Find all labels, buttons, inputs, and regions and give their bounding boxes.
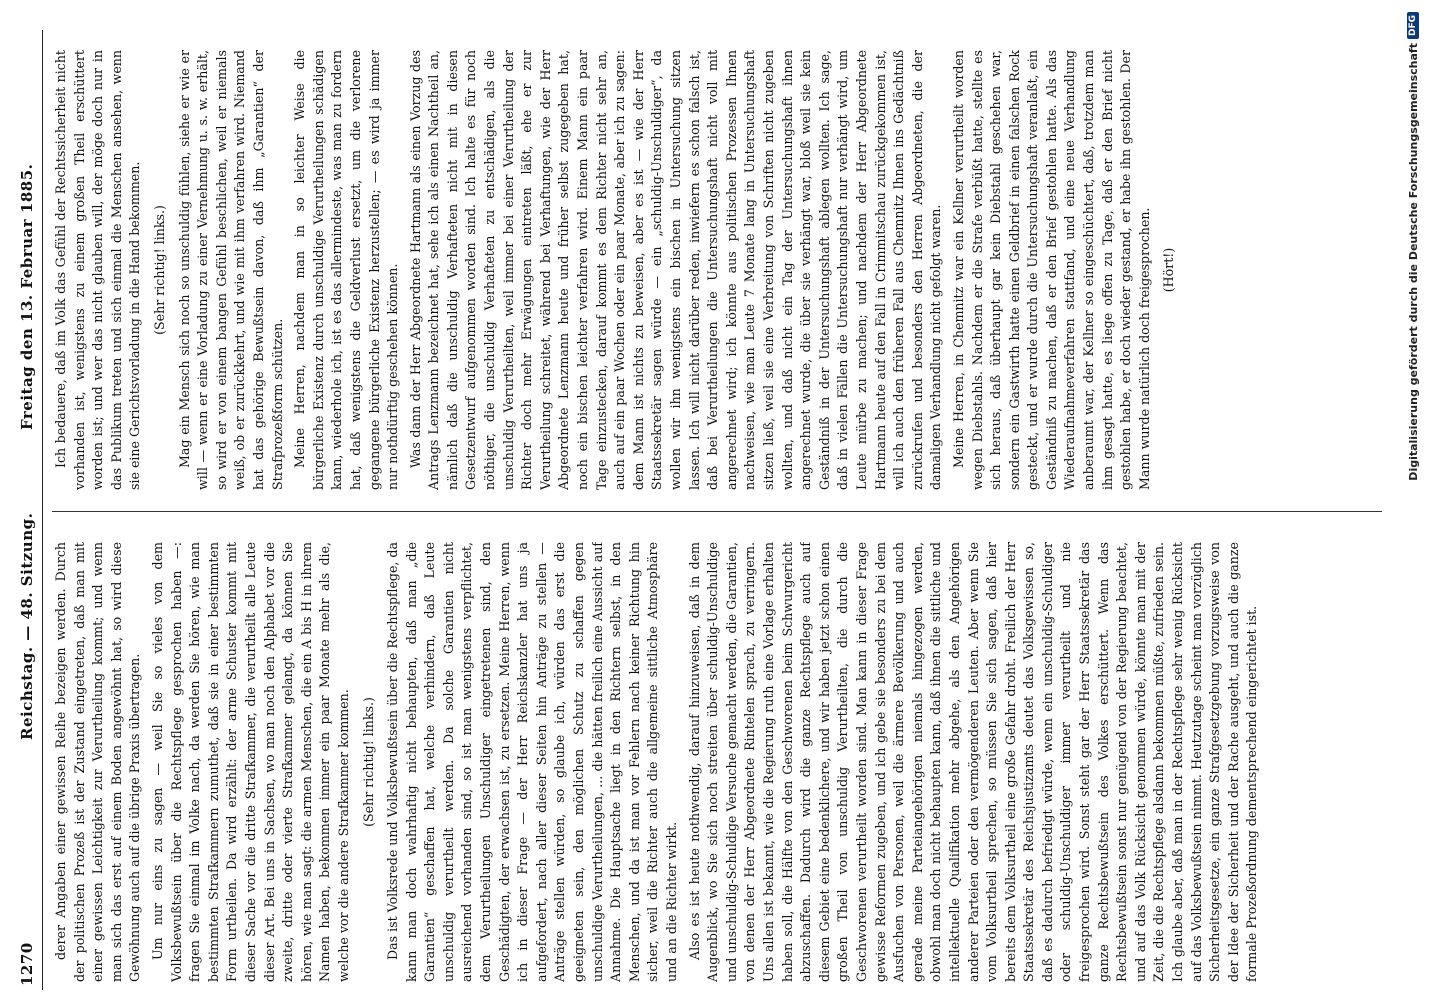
paragraph: Also es ist heute nothwendig, darauf hinzuweisen, daß in dem Augenblick, wo Sie sich noch streiten über schuldig-Unschuldige und unschuldig-Schuldige Versuche gemacht werden, die Garantien, von denen der Herr Abgeordnete Rintelen sprach, zu verringern. Uns allen ist bekannt, wie die Regierung ruth eine Vorlage erhalten haben soll, die Hälfte von den Geschworenen beim Schwurgericht abzuschaffen. Dadurch wird die ganze Rechtspflege auch auf diesem Gebiet eine bedenklichere, und wir haben jetzt schon einen großen Theil von unschuldig Verurtheilten, die durch die Geschworenen verurtheilt worden sind. Man kann in dieser Frage gewisse Reformen zugeben, und ich gebe sie besonders zu bei dem Ausfuchen von Personen, weil die ärmere Bevölkerung und auch gerade meine Parteiangehörigen niemals hingezogen werden, obwohl man doch nicht behaupten kann, daß ihnen die sittliche und intellektuelle Qualifikation mehr abgehe, als den Angehörigen anderer Parteien oder den vermögenderen Leuten. Aber wenn Sie vom Volksurtheil sprechen, so müssen Sie sich sagen, daß hier bereits dem Volksurtheil eine große Gefahr droht. Freilich der Herr Staatssekretär des Reichsjustizamts deutet das Volksgewissen so, daß es dadurch befriedigt würde, wenn ein unschuldig-Schuldiger oder schuldig-Unschuldiger immer verurtheilt und nie freigesprochen wird. Sonst steht gar der Herr Staatssekretär das ganze Rechtsbewußtsein des Volkes erschüttert. Wenn das Rechtsbewußtsein sonst nur genügend von der Regierung beachtet, und auf das Volk Rücksicht genommen würde, könnte man mit der Zeit, die die Rechtspflege alsdann bekommen müßte, zufrieden sein. Ich glaube aber, daß man in der Rechtspflege sehr wenig Rücksicht auf das Volksbewußtsein nimmt. Heutzutage scheint man vorzüglich Sicherheitsgesetze, ein ganze Strafgesetzgebung vorzugsweise von der Idee der Sicherheit und der Rache ausgeht, und auch die ganze formale Prozeßordnung dementsprechend eingerichtet ist. [686,542,1260,982]
paragraph: (Hört!) [1161,247,1177,293]
dfg-logo-icon: DFG [1407,12,1419,39]
paragraph: Mag ein Mensch sich noch so unschuldig fühlen, siehe er wie er will — wenn er eine Vorladung zu einer Vernehmung u. s. w. erhält, so wird er von einem bangen Gefühl beschlichen, weil er niemals weiß, ob er zurückkehrt, und wie mit ihm verfahren wird. Niemand hat das gehörige Bewußtsein davon, daß ihm „Garantien“ der Strafprozeßform schützen. [176,50,285,490]
paragraph: Das ist Volksrede und Volksbewußtsein über die Rechtspflege, da kann man doch wahrhaftig nicht behaupten, daß man „die Garantien“ geschaffen hat, welche verhindern, daß Leute unschuldig verurtheilt werden. Da solche Garantien nicht ausreichend vorhanden sind, so ist man wenigstens verpflichtet, dem Verurtheilungen Unschuldiger eingetretenen sind, den Geschädigten, der erwachsen ist, zu ersetzen. Meine Herren, wenn ich in dieser Frage — der Herr Reichskanzler hat uns ja aufgefordert, nach aller dieser Seiten hin Anträge zu stellen — Anträge stellen würden, so glaube ich, würden das erst die geeigneten sein, den möglichen Schutz zu schaffen gegen unschuldige Verurtheilungen, ... die hätten freilich eine Aussicht auf Annahme. Die Hauptsache liegt in den Richtern selbst, in den Menschen, und da ist man vor Fehlern nach keiner Richtung hin sicher, weil die Richter auch die allgemeine sittliche Atmosphäre und an die Richter wirkt. [385,542,679,982]
credit-text: Digitalisierung gefördert durch die Deutsche Forschungsgemeinschaft [1406,43,1420,481]
paragraph: Meine Herren, in Chemnitz war ein Kellner verurtheilt worden wegen Diebstahls. Nachdem er die Strafe verbüßt hatte, stellte es sich heraus, daß überhaupt gar kein Diebstahl geschehen war, sondern ein Gastwirth hatte einen Geldbrief in einen falschen Rock gesteckt, und er wurde durch die Untersuchungshaft veranlaßt, ein Geständniß zu machen, daß er den Brief gestohlen hatte. Als das Wiederaufnahmeverfahren stattfand, und eine neue Verhandlung anberaumt war, der Kellner so eingeschüchtert, daß, trotzdem man ihm gesagt hatte, es liege offen zu Tage, daß er den Brief nicht gestohlen habe, er doch wieder gestand, er habe ihn gestohlen. Der Mann wurde natürlich doch freigesprochen. [950,50,1152,490]
text-column-right [52,50,1382,490]
digitization-credit [1399,8,1427,988]
paragraph: (Sehr richtig! links.) [151,205,167,335]
text-column-left [52,542,1382,982]
paragraph: derer Angaben einer gewissen Reihe bezeigen werden. Durch der politischen Prozeß ist der Zustand eingetreten, daß man mit einer gewissen Leichtigkeit zur Verurtheilung kommt; und wenn man sich das erst auf einem Boden angewöhnt hat, so wird diese Gewöhnung auch auf die übrige Praxis übertragen. [53,542,143,982]
page-header [8,30,43,990]
paragraph: (Sehr richtig! links.) [360,697,376,827]
paragraph: Ich bedauere, daß im Volk das Gefühl der Rechtssicherheit nicht vorhanden ist, wenigstens zu einem großen Theil erschüttert worden ist; und wer das nicht glauben will, der möge doch nur in das Publikum treten und sich einmal die Menschen ansehen, wenn sie eine Gerichtsvorladung in die Hand bekommen. [53,50,143,490]
paragraph: Was dann der Herr Abgeordnete Hartmann als einen Vorzug des Antrags Lenzmann bezeichnet hat, sehe ich als einen Nachtheil an, nämlich daß die unschuldig Verhafteten nicht mit in diesen Gesetzentwurf aufgenommen worden sind. Ich halte es für noch nöthiger, die unschuldig Verhafteten zu entschädigen, als die unschuldig Verurtheilten, weil immer bei einer Verurtheilung der Richter doch mehr Erwägungen eintreten läßt, ehe er zur Verurtheilung schreitet, während bei Verhaftungen, wie der Herr Abgeordnete Lenzmann heute und früher selbst zugegeben hat, noch ein bischen leichter verfahren wird. Einem Mann ein paar Tage einzustecken, darauf kommt es dem Richter nicht sehr an, auch auf ein paar Wochen oder ein paar Monate, aber ich zu sagen: dem Mann ist nichts zu beweisen, aber es ist — wie der Herr Staatssekretär sagen würde — ein „schuldig-Unschuldiger“, da wollen wir ihn wenigstens ein bischen in Untersuchung sitzen lassen. Ich will nicht darüber reden, inwiefern es schon falsch ist, daß bei Verurtheilungen die Untersuchungshaft nicht voll mit angerechnet wird; ich könnte aus politischen Prozessen Ihnen nachweisen, wie man Leute 7 Monate lang in Untersuchungshaft sitzen ließ, weil sie eine Verbreitung von Schriften nicht zugeben wollten, und daß nicht ein Tag der Untersuchungshaft ihnen angerechnet wurde, die über sie verhängt war, bloß weil sie kein Geständniß in der Untersuchungshaft ablegen wollten. Ich sage, daß in vielen Fällen die Untersuchungshaft nur verhängt wird, um Leute mürbe zu machen; und nachdem der Herr Abgeordnete Hartmann heute auf den Fall in Crimmitschau zurückgekommen ist, will ich auch den früheren Fall aus Chemnitz Ihnen ins Gedächtniß zurückrufen und besonders den Herren Abgeordneten, die der damaligen Verhandlung nicht gefolgt waren. [407,50,944,490]
paragraph: Um nur eins zu sagen — weil Sie so vieles von dem Volksbewußtsein über die Rechtspflege gesprochen haben —: fragen Sie einmal im Volke nach, da werden Sie hören, wie man bestimmten Strafkammern zumuthet, daß sie in einer bestimmten Form urtheilen. Da wird erzählt: der arme Schuster kommt mit dieser Sache vor die dritte Strafkammer, die verurtheilt alle Leute dieser Art. Bei uns in Sachsen, wo man noch den Alphabet vor die zweite, dritte oder vierte Strafkammer gelangt, da können Sie hören, wie man sagt: die armen Menschen, die ein A bis H in ihrem Namen haben, bekommen immer ein paar Monate mehr als die, welche vor die andere Strafkammer kommen. [149,542,351,982]
running-title-right: Freitag den 13. Februar 1885. [18,163,36,430]
paragraph: Meine Herren, nachdem man in so leichter Weise die bürgerliche Existenz durch unschuldige Verurtheilungen schädigen kann, wiederhole ich, ist es das allermindeste, was man zu fordern hat, daß wenigstens die Geldverlust ersetzt, um die verlorene gegangene bürgerliche Existenz herzustellen; — es wird ja immer nur nothdürftig geschehen können. [292,50,401,490]
rotated-newspaper-page [8,30,1398,990]
column-divider [52,511,1382,512]
running-title-left: Reichstag. — 48. Sitzung. [18,512,36,740]
page-number: 1270 [18,942,36,986]
